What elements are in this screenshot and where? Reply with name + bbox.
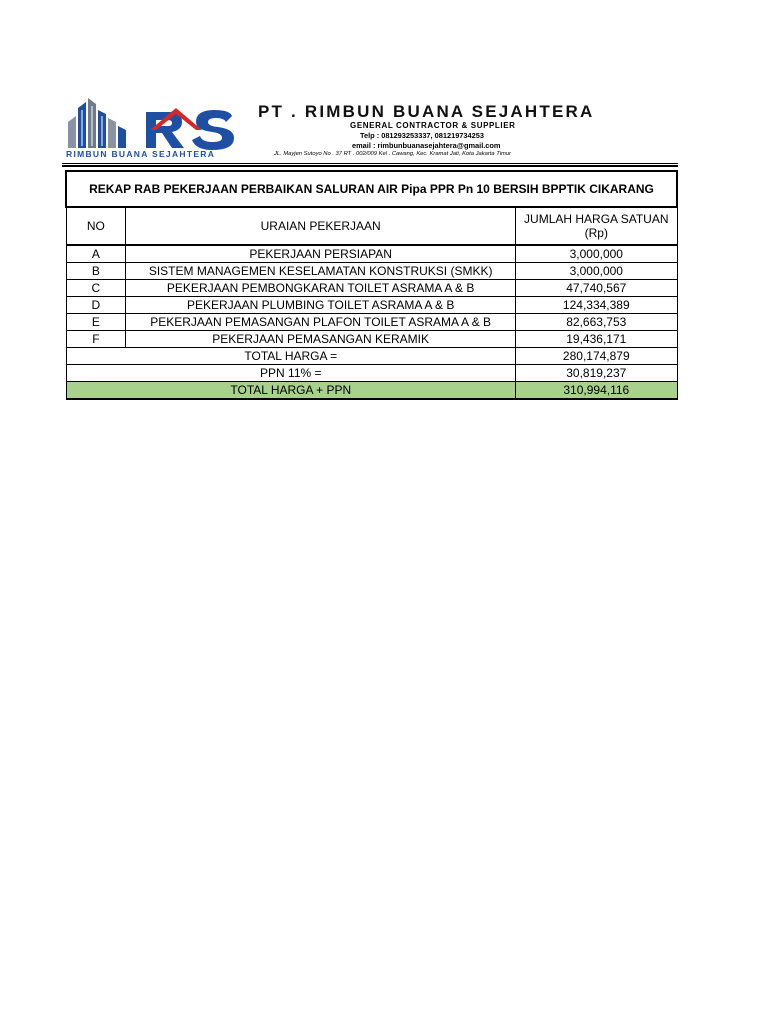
logo-text: RIMBUN BUANA SEJAHTERA — [66, 149, 216, 159]
grand-total-value: 310,994,116 — [516, 382, 677, 400]
table-row — [66, 314, 677, 331]
total-value: 280,174,879 — [516, 348, 677, 365]
company-telp: Telp : 081293253337, 081219734253 — [360, 131, 484, 140]
row-desc: PEKERJAAN PEMASANGAN PLAFON TOILET ASRAMA A & B — [126, 314, 516, 331]
ppn-label: PPN 11% = — [66, 365, 516, 382]
table-title-row — [66, 171, 677, 207]
table-row — [66, 331, 677, 348]
row-value: 82,663,753 — [516, 314, 677, 331]
row-no: A — [66, 245, 126, 263]
row-no: C — [66, 280, 126, 297]
company-email: email : rimbunbuanasejahtera@gmail.com — [352, 141, 501, 150]
row-desc: SISTEM MANAGEMEN KESELAMATAN KONSTRUKSI (SMKK) — [126, 263, 516, 280]
row-no: B — [66, 263, 126, 280]
header-divider-thick — [62, 165, 678, 167]
column-header-no: NO — [66, 207, 126, 245]
row-value: 19,436,171 — [516, 331, 677, 348]
buildings-logo-icon — [62, 96, 252, 152]
total-label: TOTAL HARGA = — [66, 348, 516, 365]
company-address: JL. Mayjen Sutoyo No . 37 RT . 002/009 Kel . Cawang, Kec. Kramat Jati, Kota Jakarta Timur — [274, 151, 511, 157]
row-desc: PEKERJAAN PLUMBING TOILET ASRAMA A & B — [126, 297, 516, 314]
company-name: PT . RIMBUN BUANA SEJAHTERA — [258, 102, 595, 121]
ppn-value: 30,819,237 — [516, 365, 677, 382]
table-title: REKAP RAB PEKERJAAN PERBAIKAN SALURAN AIR Pipa PPR Pn 10 BERSIH BPPTIK CIKARANG — [66, 171, 677, 207]
grand-total-row — [66, 382, 677, 400]
row-value: 3,000,000 — [516, 245, 677, 263]
ppn-row — [66, 365, 677, 382]
letterhead — [62, 96, 678, 166]
table-row — [66, 245, 677, 263]
rab-summary-table — [65, 170, 678, 400]
header-divider — [62, 163, 678, 164]
row-no: D — [66, 297, 126, 314]
table-row — [66, 263, 677, 280]
grand-total-label: TOTAL HARGA + PPN — [66, 382, 516, 400]
row-value: 3,000,000 — [516, 263, 677, 280]
column-header-value: JUMLAH HARGA SATUAN (Rp) — [516, 207, 677, 245]
table-row — [66, 280, 677, 297]
company-tagline: GENERAL CONTRACTOR & SUPPLIER — [350, 121, 516, 130]
row-desc: PEKERJAAN PEMBONGKARAN TOILET ASRAMA A & B — [126, 280, 516, 297]
row-value: 47,740,567 — [516, 280, 677, 297]
company-logo — [62, 96, 252, 160]
column-header-desc: URAIAN PEKERJAAN — [126, 207, 516, 245]
table-header-row — [66, 207, 677, 245]
row-desc: PEKERJAAN PEMASANGAN KERAMIK — [126, 331, 516, 348]
row-desc: PEKERJAAN PERSIAPAN — [126, 245, 516, 263]
row-no: E — [66, 314, 126, 331]
total-row — [66, 348, 677, 365]
row-value: 124,334,389 — [516, 297, 677, 314]
table-row — [66, 297, 677, 314]
row-no: F — [66, 331, 126, 348]
